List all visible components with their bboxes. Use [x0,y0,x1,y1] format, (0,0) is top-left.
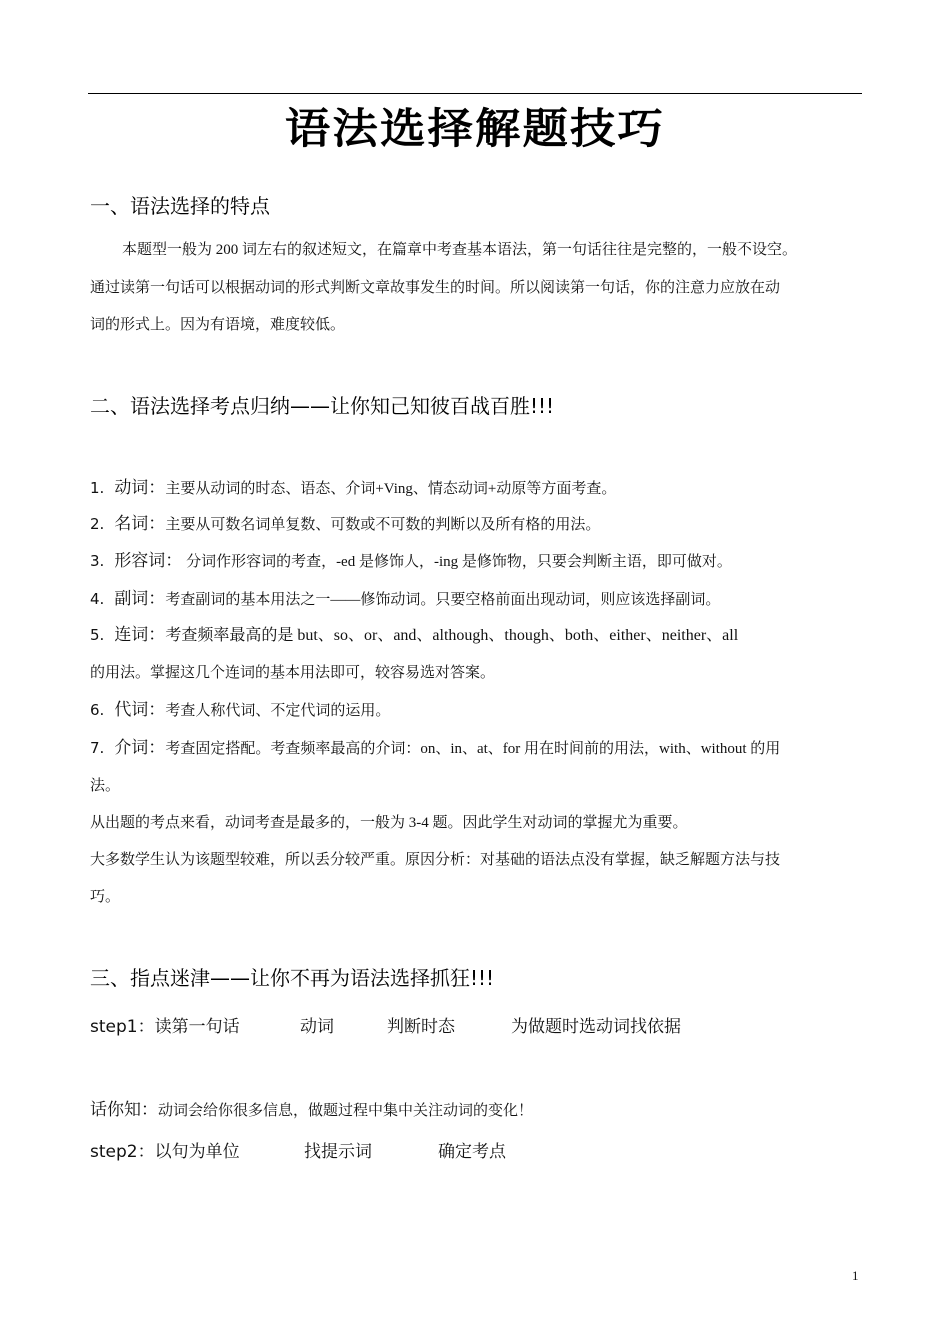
step1-tense: 判断时态 [387,1017,455,1037]
step1-row [90,1012,681,1037]
item-desc: 考查副词的基本用法之一——修饰动词。只要空格前面出现动词，则应该选择副词。 [165,592,721,608]
item-number: 6. [90,701,105,719]
step2-row [90,1137,506,1162]
step1-label: step1：读第一句话 [90,1017,240,1037]
item-number: 4. [90,590,105,608]
list-item-conjunction [90,624,862,647]
section1-line2: 通过读第一句话可以根据动词的形式判断文章故事发生的时间。所以阅读第一句话，你的注意力应放在动 [90,280,781,296]
note-difficulty-line2: 巧。 [90,889,121,905]
item-number: 1. [90,479,105,497]
item-number: 3. [90,552,105,570]
note-verb-focus: 从出题的考点来看，动词考查是最多的，一般为 3-4 题。因此学生对动词的掌握尤为重要。 [90,815,688,831]
step1-verb: 动词 [300,1017,334,1037]
item-desc: 考查固定搭配。考查频率最高的介词：on、in、at、for 用在时间前的用法，with、without 的用 [165,741,781,757]
item-term: 名词： [114,514,166,534]
list-item-pronoun [90,699,862,722]
step1-purpose: 为做题时选动词找依据 [511,1017,681,1037]
section1-line3: 词的形式上。因为有语境，难度较低。 [90,317,346,333]
item-term: 形容词： [114,551,183,571]
item-desc: 考查频率最高的是 but、so、or、and、although、though、both、either、neither、all [165,627,739,644]
item-number: 2. [90,515,105,533]
list-item-noun [90,513,862,536]
item-number: 5. [90,626,105,644]
list-item-conjunction-cont: 的用法。掌握这几个连词的基本用法即可，较容易选对答案。 [90,665,496,681]
list-item-preposition [90,737,862,760]
section2-heading: 二、语法选择考点归纳——让你知己知彼百战百胜!!! [90,394,555,418]
item-term: 连词： [114,625,166,645]
step2-label: step2：以句为单位 [90,1142,240,1162]
section1-heading: 一、语法选择的特点 [90,194,270,218]
list-item-verb [90,477,862,500]
item-desc: 分词作形容词的考查，-ed 是修饰人，-ing 是修饰物，只要会判断主语，即可做对。 [182,554,732,570]
header-rule [88,93,862,94]
item-term: 介词： [114,738,166,758]
item-desc: 考查人称代词、不定代词的运用。 [165,703,391,719]
item-desc: 主要从动词的时态、语态、介词+Ving、情态动词+动原等方面考查。 [165,481,617,497]
list-item-adverb [90,588,862,611]
section1-line1: 本题型一般为 200 词左右的叙述短文，在篇章中考查基本语法，第一句话往往是完整的，一般不设空。 [122,242,798,258]
tip-label: 话你知： [90,1100,158,1120]
step2-point: 确定考点 [438,1142,506,1162]
tip-row [90,1099,862,1122]
item-desc: 主要从可数名词单复数、可数或不可数的判断以及所有格的用法。 [165,517,601,533]
item-term: 动词： [114,478,166,498]
note-difficulty-line1: 大多数学生认为该题型较难，所以丢分较严重。原因分析：对基础的语法点没有掌握，缺乏解题方法与技 [90,852,781,868]
document-title: 语法选择解题技巧 [284,104,666,153]
item-term: 副词： [114,589,166,609]
list-item-preposition-cont: 法。 [90,778,121,794]
list-item-adjective [90,550,862,573]
item-term: 代词： [114,700,166,720]
item-number: 7. [90,739,105,757]
section3-heading: 三、指点迷津——让你不再为语法选择抓狂!!! [90,966,495,990]
step2-hint: 找提示词 [304,1142,372,1162]
page-number: 1 [852,1268,859,1283]
tip-text: 动词会给你很多信息，做题过程中集中关注动词的变化！ [158,1103,534,1119]
